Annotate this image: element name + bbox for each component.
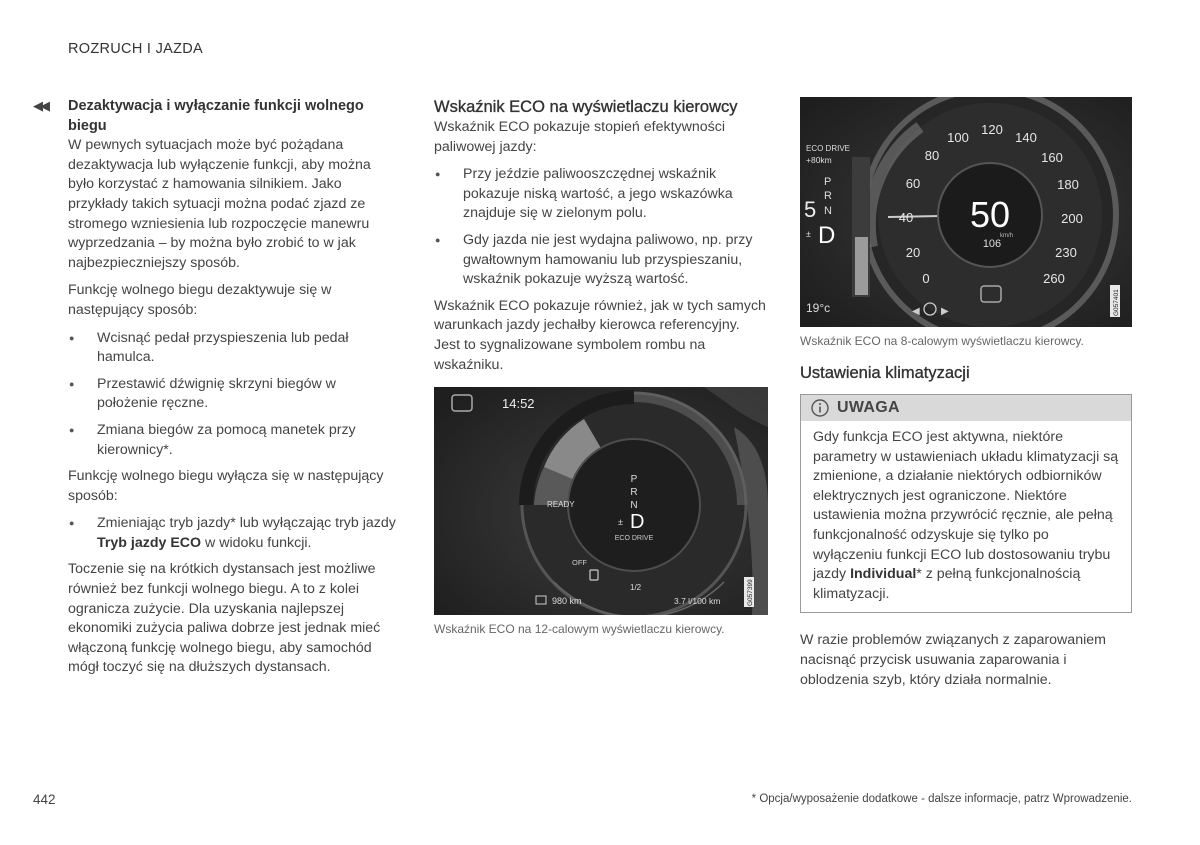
note-title: UWAGA (837, 399, 900, 417)
gear-r: R (824, 190, 832, 202)
ready-label: READY (547, 500, 575, 510)
arrow-right-icon: ▶ (941, 306, 949, 317)
footer-note: * Opcja/wyposażenie dodatkowe - dalsze informacje, patrz Wprowadzenie. (751, 793, 1132, 805)
figure-12inch-display (434, 387, 768, 615)
gear-n: N (824, 205, 832, 217)
gauge-tick: 60 (905, 176, 921, 191)
gauge-tick: 40 (898, 210, 914, 225)
arrow-left-icon: ◀ (912, 306, 920, 317)
gauge-tick: 80 (924, 148, 940, 163)
list-item: ● Przy jeździe paliwooszczędnej wskaźnik pokazuje niską wartość, a jego wskazówka znajduje się w zielonym polu. (434, 165, 769, 224)
individual-mode-term: Individual (850, 566, 917, 583)
list-item: ● Wcisnąć pedał przyspieszenia lub pedał hamulca. (68, 329, 398, 368)
section-title: Wskaźnik ECO na wyświetlaczu kierowcy (434, 98, 738, 116)
list-item: ● Zmieniając tryb jazdy* lub wyłączając tryb jazdy Tryb jazdy ECO w widoku funkcji. (68, 514, 398, 553)
page-number: 442 (33, 792, 56, 807)
eco-drive-label: ECO DRIVE (614, 535, 654, 543)
figure-8inch-display (800, 97, 1132, 327)
info-icon (811, 399, 829, 417)
eco-gauge-12-illustration (434, 387, 768, 615)
paragraph: W pewnych sytuacjach może być pożądana dezaktywacja lub wyłączenie funkcji, aby można było korzystać z hamowania silnikiem. Jako przykłady takich sytuacji można podać zjazd ze stromego wzniesienia lub rozpoczęcie manewru wyprzedzania – by można było zrobić to w jak najbezpieczniejszy sposób. (68, 137, 371, 271)
note-box (800, 394, 1132, 613)
eco-drive-label: ECO DRIVE (806, 144, 851, 153)
gauge-tick: 140 (1015, 130, 1037, 145)
gauge-tick: 200 (1061, 211, 1083, 226)
manual-indicator: ± (806, 229, 811, 239)
back-nav-icon[interactable]: ◀◀ (33, 98, 47, 113)
column-climate (800, 97, 1132, 698)
gauge-tick: 180 (1057, 177, 1079, 192)
gauge-tick: 0 (922, 271, 930, 286)
eco-gauge-8-illustration (800, 97, 1132, 327)
list-item: ● Przestawić dźwignię skrzyni biegów w położenie ręczne. (68, 375, 398, 414)
column-eco-indicator (434, 97, 769, 637)
bullet-list (68, 329, 398, 461)
outside-temperature: 19°c (806, 301, 831, 315)
figure-caption: Wskaźnik ECO na 12-calowym wyświetlaczu kierowcy. (434, 622, 725, 637)
section-title: Ustawienia klimatyzacji (800, 364, 970, 382)
note-body: Gdy funkcja ECO jest aktywna, niektóre parametry w ustawieniach układu klimatyzacji są zmienione, a działanie niektórych odbiorników elektrycznych jest ograniczone. Niektóre ustawienia można przywrócić ręcznie, ale pełną funkcjonalność odzyskuje się tylko po wyłączeniu funkcji ECO lub dostosowaniu trybu jazdy Individual* z pełną funkcjonalnością klimatyzacji. (813, 429, 1119, 602)
speed-sub-readout: 106 (982, 238, 1002, 250)
gear-p: P (630, 474, 638, 486)
fuel-half-label: 1/2 (630, 583, 642, 593)
gauge-tick: 100 (947, 130, 969, 145)
gear-r: R (630, 487, 638, 499)
speed-unit: km/h (1000, 233, 1014, 239)
note-header (801, 395, 1131, 421)
gear-number: 5 (804, 197, 817, 222)
consumption-readout: 3.7 l/100 km (674, 596, 721, 607)
paragraph: Toczenie się na krótkich dystansach jest możliwe również bez funkcji wolnego biegu. A to z kolei ogranicza zużycie. Dla uzyskania najlepszej ekonomiki zużycia paliwa dobrze jest jednak mieć włączoną funkcję wolnego biegu, aby samochód mógł toczyć się na dłuższych dystansach. (68, 561, 381, 676)
coasting-subtitle: Dezaktywacja i wyłączanie funkcji wolnego biegu (68, 98, 364, 134)
off-label: OFF (572, 558, 587, 568)
drive-mode-term: Tryb jazdy ECO (97, 534, 202, 551)
manual-indicator: ± (618, 517, 623, 528)
figure-code: G057399 (747, 579, 754, 607)
gear-drive: D (818, 222, 836, 249)
list-item: ● Zmiana biegów za pomocą manetek przy kierownicy*. (68, 421, 398, 460)
bullet-list (68, 514, 398, 553)
range-readout: 980 km (552, 596, 582, 607)
paragraph: Funkcję wolnego biegu wyłącza się w następujący sposób: (68, 468, 384, 504)
gauge-tick: 260 (1043, 271, 1065, 286)
figure-caption: Wskaźnik ECO na 8-calowym wyświetlaczu kierowcy. (800, 334, 1084, 348)
bullet-list (434, 165, 769, 290)
gear-n: N (630, 500, 638, 512)
list-item: ● Gdy jazda nie jest wydajna paliwowo, np. przy gwałtownym hamowaniu lub przyspieszaniu, wskaźnik pokazuje wyższą wartość. (434, 231, 769, 290)
clock-time: 14:52 (502, 396, 535, 412)
paragraph: W razie problemów związanych z zaparowaniem nacisnąć przycisk usuwania zaparowania i oblodzenia szyb, który działa normalnie. (800, 632, 1106, 688)
gauge-tick: 120 (981, 122, 1003, 137)
gear-p: P (824, 176, 832, 188)
eco-gain-readout: +80km (806, 155, 832, 165)
gear-drive: D (630, 511, 645, 534)
page-header: ROZRUCH I JAZDA (68, 41, 203, 57)
gauge-tick: 20 (905, 245, 921, 260)
paragraph: Funkcję wolnego biegu dezaktywuje się w następujący sposób: (68, 282, 332, 318)
speed-readout: 50 (969, 194, 1011, 235)
gauge-tick: 230 (1055, 245, 1077, 260)
figure-code: G057401 (1113, 289, 1120, 316)
gauge-tick: 160 (1041, 150, 1063, 165)
column-coasting (68, 97, 398, 686)
paragraph: Wskaźnik ECO pokazuje stopień efektywności paliwowej jazdy: (434, 119, 725, 155)
paragraph: Wskaźnik ECO pokazuje również, jak w tych samych warunkach jazdy jechałby kierowca referencyjny. Jest to sygnalizowane symbolem rombu na wskaźniku. (434, 297, 766, 373)
